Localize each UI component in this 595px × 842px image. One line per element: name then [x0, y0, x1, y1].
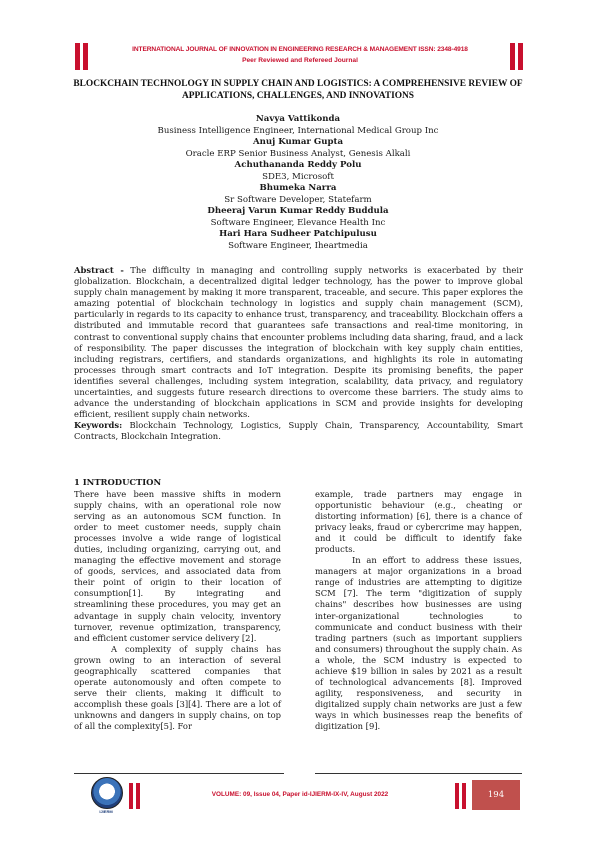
header-right-bar [518, 43, 523, 70]
author-affiliation: Sr Software Developer, Statefarm [224, 194, 372, 205]
author-name: Anuj Kumar Gupta [252, 137, 344, 147]
author-name: Achuthananda Reddy Polu [234, 160, 362, 170]
body-paragraph: There have been massive shifts in modern supply chains, with an operational role now serving as an autonomous SCM function. In order to meet customer needs, supply chain processes involve a wide range of logistical duties, including organizing, carrying out, and managing the effective movement and storage of goods, services, and associated data from their point of origin to their location of consumption[1]. By integrating and streamlining these procedures, you may get an advantage in supply chain velocity, inventory turnover, revenue optimization, transparency, and efficient customer service delivery [2]. [74, 489, 281, 643]
footer-right-bar [462, 783, 466, 809]
paper-title: BLOCKCHAIN TECHNOLOGY IN SUPPLY CHAIN AND LOGISTICS: A COMPREHENSIVE REVIEW OF APPLICATIONS, CHALLENGES, AND INNOVATIONS [73, 79, 523, 101]
body-paragraph: In an effort to address these issues, managers at major organizations in a broad range of industries are attempting to digitize SCM [7]. The term "digitization of supply chains" describes how businesses are using inter-organizational technologies to communicate and conduct business with their trading partners (such as important suppliers and consumers) throughout the supply chain. As a whole, the SCM industry is expected to achieve $19 billion in sales by 2021 as a result of technological advancements [8]. Improved agility, responsiveness, and security in digitalized supply chain networks are just a few ways in which businesses reap the benefits of digitization [9]. [315, 555, 522, 731]
author-affiliation: Business Intelligence Engineer, International Medical Group Inc [157, 125, 439, 136]
author-affiliation: Oracle ERP Senior Business Analyst, Genesis Alkali [185, 148, 411, 159]
header-left-bar [75, 43, 80, 70]
keywords-text: Blockchain Technology, Logistics, Supply Chain, Transparency, Accountability, Smart Contracts, Blockchain Integration. [74, 420, 523, 442]
header-left-bar [83, 43, 88, 70]
left-column [74, 489, 281, 732]
author-name: Bhumeka Narra [259, 183, 337, 193]
abstract-label: Abstract - [74, 265, 124, 275]
header-right-bar [510, 43, 515, 70]
footer-left-bar [129, 783, 133, 809]
section-heading: 1 INTRODUCTION [74, 477, 162, 487]
journal-logo-icon [91, 777, 123, 809]
abstract-text: The difficulty in managing and controlling supply networks is exacerbated by their globalization. Blockchain, a decentralized digital ledger technology, has the power to improve global supply chain management by making it more transparent, traceable, and secure. This paper explores the amazing potential of blockchain technology in logistics and supply chain management (SCM), particularly in regards to its capacity to enhance trust, transparency, and traceability. Blockchain offers a distributed and immutable record that guarantees safe transactions and real-time monitoring, in contrast to conventional supply chains that encounter problems including data sharing, fraud, and a lack of responsibility. The paper discusses the integration of blockchain with key supply chain entities, including registrars, certifiers, and standards organizations, and highlights its role in automating processes through smart contracts and IoT integration. Despite its promising benefits, the paper identifies several challenges, including system integration, scalability, data privacy, and regulatory uncertainties, and suggests future research directions to overcome these barriers. The study aims to advance the understanding of blockchain applications in SCM and provide insights for developing efficient, resilient supply chain networks. [74, 265, 524, 420]
right-column [315, 489, 522, 732]
author-name: Hari Hara Sudheer Patchipulusu [219, 229, 377, 239]
footer-right-bar [455, 783, 459, 809]
journal-name: INTERNATIONAL JOURNAL OF INNOVATION IN ENGINEERING RESEARCH & MANAGEMENT ISSN: 2348-4918 [132, 46, 468, 53]
keywords-label: Keywords: [74, 420, 123, 431]
author-name: Dheeraj Varun Kumar Reddy Buddula [207, 206, 389, 216]
body-paragraph: A complexity of supply chains has grown owing to an interaction of several geographically scattered companies that operate autonomously and often compete to serve their clients, making it difficult to accomplish these goals [3][4]. There are a lot of unknowns and dangers in supply chains, on top of all the complexity[5]. For [74, 643, 281, 731]
page-number: 194 [472, 780, 520, 810]
footer-rule [74, 773, 284, 774]
author-affiliation: SDE3, Microsoft [262, 171, 334, 182]
peer-reviewed-label: Peer Reviewed and Refereed Journal [242, 57, 358, 64]
volume-info: VOLUME: 09, Issue 04, Paper id-IJIERM-IX-IV, August 2022 [211, 791, 389, 798]
footer-rule [315, 773, 522, 774]
body-paragraph: example, trade partners may engage in opportunistic behaviour (e.g., cheating or distorting information) [6], there is a chance of privacy leaks, fraud or cybercrime may happen, and it could be difficult to identify fake products. [315, 489, 522, 555]
author-affiliation: Software Engineer, Elevance Health Inc [210, 217, 386, 228]
author-list [70, 114, 526, 252]
logo-text: IJIERM [99, 809, 113, 814]
author-affiliation: Software Engineer, Iheartmedia [228, 240, 368, 251]
author-name: Navya Vattikonda [255, 114, 341, 124]
abstract [74, 265, 523, 443]
footer-left-bar [136, 783, 140, 809]
